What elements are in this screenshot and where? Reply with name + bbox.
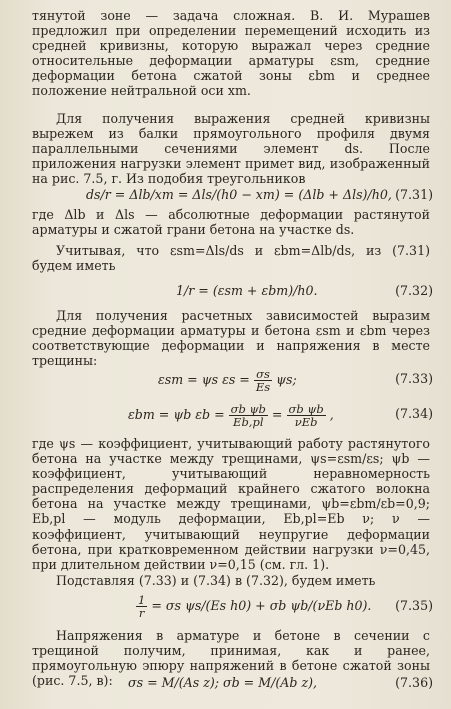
eq735-fraction-denominator: r <box>138 606 145 620</box>
eq734-fraction-2-numerator: σb ψb <box>288 402 324 416</box>
eq734-fraction-1-denominator: Eb,pl <box>233 415 264 429</box>
equation-7-31: ds/r = Δlb/xm = Δls/(h0 − xm) = (Δlb + Δls)/h0, <box>86 187 392 202</box>
paragraph-curvature: Для получения выражения средней кривизны вырежем из балки прямоугольного профиля двумя параллельными сечениями элемент ds. После приложения нагрузки элемент примет вид, изображенный на рис. 7.5, г. Из подобия треугольников <box>32 111 430 187</box>
eq733-fraction-denominator: Es <box>255 380 271 394</box>
equation-7-32: 1/r = (εsm + εbm)/h0. <box>176 283 318 298</box>
equation-number-7-32: (7.32) <box>395 283 433 298</box>
eq735-fraction-numerator: 1 <box>138 593 146 607</box>
eq734-left: εbm = ψb εb = <box>128 407 225 422</box>
eq734-fraction-2-denominator: νEb <box>294 415 318 429</box>
eq734-middle: = <box>271 407 283 422</box>
equation-7-34 <box>128 403 334 428</box>
equation-number-7-36: (7.36) <box>395 675 433 690</box>
eq733-fraction-numerator: σs <box>254 368 272 381</box>
eq733-right: ψs; <box>276 372 297 387</box>
eq734-fraction-2 <box>287 403 326 428</box>
paragraph-considering: Учитывая, что εsm=Δls/ds и εbm=Δlb/ds, из (7.31) будем иметь <box>32 243 430 274</box>
eq735-fraction <box>136 594 147 619</box>
equation-7-33 <box>158 368 297 393</box>
eq734-fraction-1 <box>229 403 268 428</box>
equation-number-7-34: (7.34) <box>395 406 433 421</box>
paragraph-stresses: Напряжения в арматуре и бетоне в сечении с трещиной получим, принимая, как и ранее, прямоугольную эпюру напряжений в бетоне сжатой зоны (рис. 7.5, в): <box>32 628 430 689</box>
equation-number-7-31: (7.31) <box>395 187 433 202</box>
paragraph-where-deltas: где Δlb и Δls — абсолютные деформации растянутой арматуры и сжатой грани бетона на участке ds. <box>32 207 430 238</box>
equation-7-36: σs = M/(As z); σb = M/(Ab z), <box>128 675 318 690</box>
paragraph-design-relations: Для получения расчетных зависимостей выразим средние деформации арматуры и бетона εsm и εbm через соответствующие деформации и напряжения в месте трещины: <box>32 308 430 369</box>
paragraph-psi-coefficients: где ψs — коэффициент, учитывающий работу растянутого бетона на участке между трещинами, ψs=εsm/εs; ψb — коэффициент, учитывающий неравномерность распределения деформаций крайнего сжатого волокна бетона на участке между трещинами, ψb=εbm/εb=0,9; Eb,pl — модуль деформации, Eb,pl=Eb ν; ν — коэффициент, учитывающий неупругие деформации бетона, при кратковременном действии нагрузки ν=0,45, при длительном действии ν=0,15 (см. гл. 1). <box>32 436 430 572</box>
equation-number-7-35: (7.35) <box>395 598 433 613</box>
eq734-fraction-1-numerator: σb ψb <box>230 402 266 416</box>
equation-7-35 <box>136 594 371 619</box>
paragraph-intro: тянутой зоне — задача сложная. В. И. Мурашев предложил при определении перемещений исходить из средней кривизны, которую выражал через средние относительные деформации арматуры εsm, средние деформации бетона сжатой зоны εbm и среднее положение нейтральной оси xm. <box>32 8 430 99</box>
eq735-right: = σs ψs/(Es h0) + σb ψb/(νEb h0). <box>151 598 372 613</box>
equation-number-7-33: (7.33) <box>395 371 433 386</box>
eq733-fraction <box>254 368 272 393</box>
eq733-left: εsm = ψs εs = <box>158 372 250 387</box>
paragraph-substituting: Подставляя (7.33) и (7.34) в (7.32), будем иметь <box>56 573 376 588</box>
eq734-right: , <box>329 407 334 422</box>
